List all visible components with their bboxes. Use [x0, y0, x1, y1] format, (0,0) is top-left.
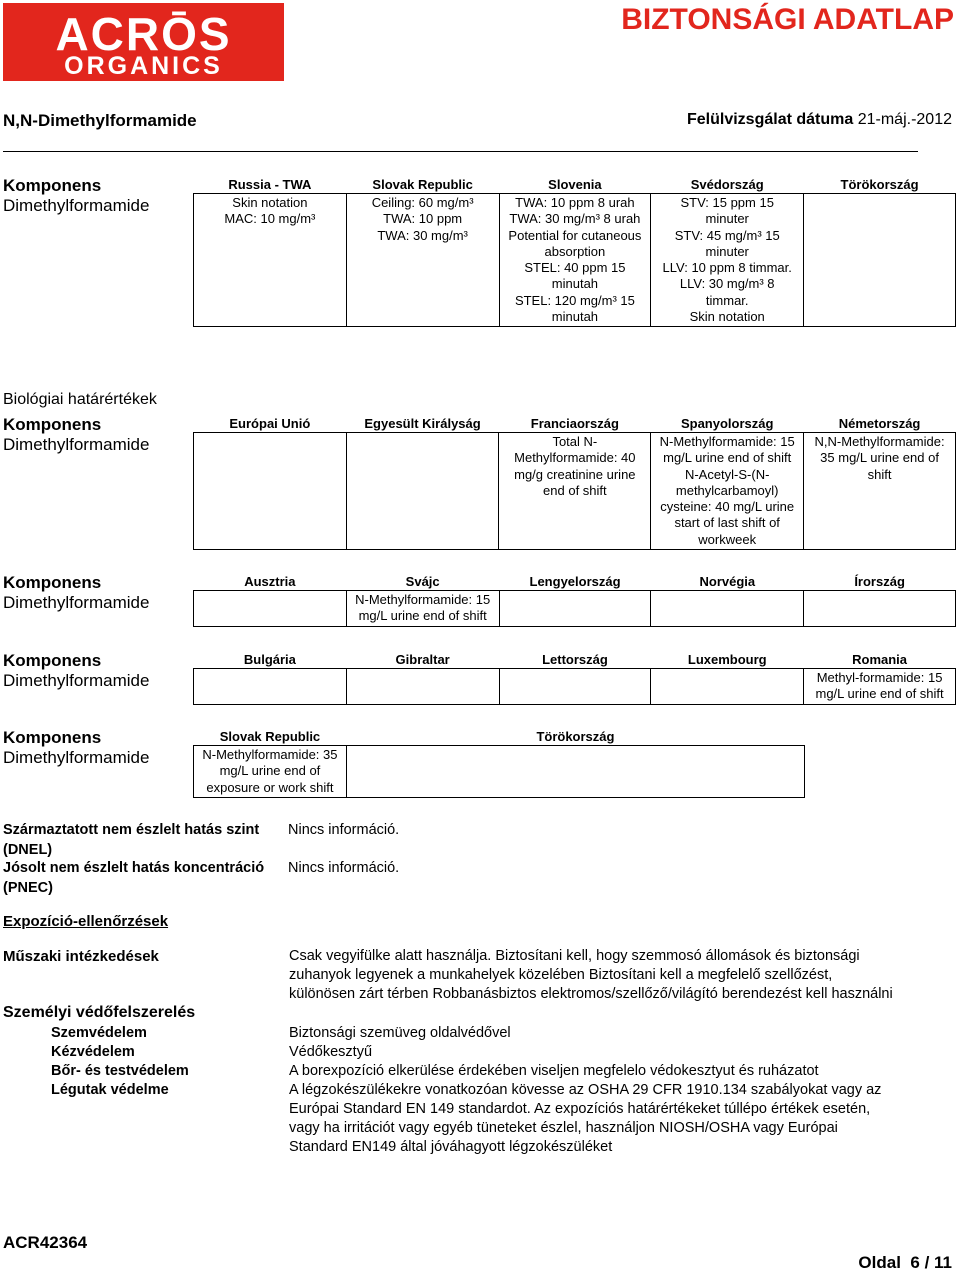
- ppe-values: [289, 1024, 959, 1157]
- table-row: [194, 669, 956, 705]
- page-value: 6 / 11: [910, 1253, 952, 1272]
- component-block-1: [3, 176, 149, 216]
- table-cell: [346, 433, 499, 550]
- exposure-controls-title: Expozíció-ellenőrzések: [3, 913, 169, 930]
- revision-value: 21-máj.-2012: [857, 111, 952, 128]
- cell-line: TWA: 30 mg/m³ 8 urah: [509, 211, 641, 227]
- column-header: Egyesült Királyság: [364, 415, 481, 431]
- cell-line: Skin notation: [232, 195, 308, 210]
- cell-line: exposure or work shift: [206, 779, 334, 795]
- cell-line: STEL: 120 mg/m³ 15: [514, 292, 635, 308]
- technical-measures-label: Műszaki intézkedések: [3, 948, 159, 965]
- table-header-row: [194, 727, 805, 746]
- table-cell: [194, 591, 347, 627]
- cell-line: minutah: [551, 309, 599, 325]
- column-header: Törökország: [536, 728, 615, 744]
- table-row: [194, 591, 956, 627]
- cell-line: start of last shift of: [674, 515, 780, 531]
- cell-line: mg/L urine end of: [219, 763, 321, 779]
- column-header: Slovak Republic: [219, 728, 321, 744]
- dnel-row: [3, 821, 400, 860]
- column-header: Russia - TWA: [228, 176, 312, 192]
- table-row: [194, 194, 956, 327]
- table-cell: [346, 591, 499, 627]
- bio-table-1: [193, 414, 956, 550]
- cell-line: minuter: [705, 211, 749, 227]
- respiratory-protection-line: A légzokészülékekre vonatkozóan kövesse az OSHA 29 CFR 1910.134 szabályokat vagy az: [289, 1082, 882, 1098]
- component-block-3: [3, 573, 149, 613]
- table-cell: [804, 194, 956, 327]
- table-cell: [804, 669, 956, 705]
- component-block-5: [3, 728, 149, 768]
- cell-line: Potential for cutaneous: [508, 227, 642, 243]
- hand-protection-label: Kézvédelem: [51, 1044, 135, 1060]
- component-name: Dimethylformamide: [3, 671, 150, 690]
- column-header: Lengyelország: [529, 573, 621, 589]
- product-code: ACR42364: [3, 1233, 88, 1252]
- column-header: Németország: [838, 415, 921, 431]
- document-title: BIZTONSÁGI ADATLAP: [621, 3, 954, 36]
- revision-date: [687, 111, 952, 129]
- cell-line: TWA: 30 mg/m³: [377, 227, 468, 243]
- column-header: Lettország: [542, 651, 608, 667]
- cell-line: 35 mg/L urine end of: [820, 450, 939, 466]
- product-name: N,N-Dimethylformamide: [3, 111, 197, 130]
- cell-line: N,N-Methylformamide:: [814, 434, 945, 449]
- ppe-title: Személyi védőfelszerelés: [3, 1004, 196, 1021]
- eye-protection-label: Szemvédelem: [51, 1025, 147, 1041]
- page-number: [858, 1253, 952, 1273]
- skin-protection-value: A borexpozíció elkerülése érdekében viseljen megfelelo védokesztyut és ruházatot: [289, 1063, 819, 1079]
- column-header: Luxembourg: [687, 651, 767, 667]
- component-block-2: [3, 415, 149, 455]
- cell-line: Ceiling: 60 mg/m³: [371, 195, 474, 210]
- table-header-row: [194, 650, 956, 669]
- cell-line: timmar.: [705, 292, 749, 308]
- technical-measures-text: [289, 947, 959, 1004]
- table-cell: [499, 591, 651, 627]
- column-header: Törökország: [840, 176, 919, 192]
- component-name: Dimethylformamide: [3, 593, 150, 612]
- table-cell: [651, 194, 804, 327]
- table-cell: [346, 746, 804, 798]
- table-cell: [651, 433, 804, 550]
- cell-line: N-Methylformamide: 15: [659, 434, 795, 449]
- bio-limits-title: Biológiai határértékek: [3, 391, 157, 408]
- component-label: Komponens: [3, 728, 102, 747]
- table-cell: [194, 669, 347, 705]
- pnec-label-abbr: (PNEC): [3, 879, 53, 896]
- component-block-4: [3, 651, 149, 691]
- pnec-row: [3, 859, 400, 898]
- table-cell: [194, 746, 347, 798]
- respiratory-protection-label: Légutak védelme: [51, 1082, 169, 1098]
- cell-line: LLV: 30 mg/m³ 8: [679, 276, 775, 292]
- cell-line: Methyl-formamide: 15: [816, 670, 943, 685]
- cell-line: minuter: [705, 243, 749, 259]
- cell-line: Methylformamide: 40: [514, 450, 636, 466]
- cell-line: workweek: [698, 531, 757, 547]
- cell-line: STEL: 40 ppm 15: [524, 260, 626, 276]
- logo-text-line1: ACRŌS: [55, 8, 232, 60]
- pnec-label: Jósolt nem észlelt hatás koncentráció: [3, 860, 265, 876]
- column-header: Slovak Republic: [372, 176, 473, 192]
- respiratory-protection-line: Európai Standard EN 149 standardot. Az expozíciós határértékeket túllépo értékek esetén,: [289, 1101, 871, 1117]
- bio-table-4: [193, 727, 805, 798]
- acros-organics-logo: [3, 3, 284, 81]
- table-cell: [651, 669, 804, 705]
- bio-table-3: [193, 650, 956, 705]
- table-cell: [651, 591, 804, 627]
- bio-table-2: [193, 572, 956, 627]
- text-line: zuhanyok legyenek a munkahelyek közelében Biztosítani kell a megfelelő szellőzést,: [289, 967, 833, 983]
- component-label: Komponens: [3, 176, 102, 195]
- cell-line: N-Methylformamide: 15: [355, 592, 491, 607]
- cell-line: mg/g creatinine urine: [514, 466, 636, 482]
- table-row: [194, 746, 805, 798]
- ppe-labels: [51, 1024, 189, 1100]
- table-cell: [346, 669, 499, 705]
- column-header: Spanyolország: [680, 415, 774, 431]
- column-header: Svédország: [690, 176, 764, 192]
- eye-protection-value: Biztonsági szemüveg oldalvédővel: [289, 1025, 511, 1041]
- logo-text-line2: ORGANICS: [64, 52, 223, 80]
- text-line: különösen zárt térben Robbanásbiztos elektromos/szellőző/világító berendezést kell használni: [289, 986, 893, 1002]
- page-label: Oldal: [858, 1253, 901, 1272]
- respiratory-protection-line: vagy ha irritációt vagy egyéb tüneteket észlel, használjon NIOSH/OSHA vagy Európai: [289, 1120, 838, 1136]
- hand-protection-value: Védőkesztyű: [289, 1044, 373, 1060]
- table-cell: [499, 669, 651, 705]
- table-header-row: [194, 175, 956, 194]
- cell-line: TWA: 10 ppm 8 urah: [515, 195, 635, 210]
- table-cell: [194, 194, 347, 327]
- component-name: Dimethylformamide: [3, 435, 150, 454]
- cell-line: shift: [867, 466, 892, 482]
- column-header: Franciaország: [530, 415, 619, 431]
- text-line: Csak vegyifülke alatt használja. Biztosítani kell, hogy szemmosó állomások és biztonsági: [289, 948, 860, 964]
- skin-protection-label: Bőr- és testvédelem: [51, 1063, 189, 1079]
- cell-line: mg/L urine end of shift: [663, 450, 792, 466]
- dnel-label-abbr: (DNEL): [3, 841, 53, 858]
- column-header: Bulgária: [243, 651, 296, 667]
- table-header-row: [194, 572, 956, 591]
- respiratory-protection-line: Standard EN149 által jóváhagyott légzokészüléket: [289, 1139, 613, 1155]
- table-cell: [194, 433, 347, 550]
- component-name: Dimethylformamide: [3, 748, 150, 767]
- column-header: Slovenia: [548, 176, 602, 192]
- component-label: Komponens: [3, 573, 102, 592]
- cell-line: end of shift: [543, 482, 607, 498]
- column-header: Svájc: [405, 573, 440, 589]
- column-header: Norvégia: [699, 573, 756, 589]
- table-row: [194, 433, 956, 550]
- oel-table-1: [193, 175, 956, 327]
- column-header: Ausztria: [244, 573, 296, 589]
- component-label: Komponens: [3, 415, 102, 434]
- cell-line: TWA: 10 ppm: [383, 211, 463, 227]
- table-cell: [804, 591, 956, 627]
- header-divider: [3, 151, 918, 152]
- component-label: Komponens: [3, 651, 102, 670]
- cell-line: cysteine: 40 mg/L urine: [660, 499, 795, 515]
- cell-line: absorption: [544, 243, 606, 259]
- cell-line: N-Acetyl-S-(N-: [684, 466, 770, 482]
- column-header: Romania: [852, 651, 908, 667]
- cell-line: methylcarbamoyl): [675, 482, 779, 498]
- table-header-row: [194, 414, 956, 433]
- dnel-label: Származtatott nem észlelt hatás szint: [3, 822, 260, 838]
- cell-line: mg/L urine end of shift: [815, 686, 944, 702]
- table-cell: [804, 433, 956, 550]
- cell-line: STV: 15 ppm 15: [680, 195, 774, 210]
- pnec-value: Nincs információ.: [288, 860, 400, 876]
- cell-line: MAC: 10 mg/m³: [224, 211, 316, 227]
- column-header: Írország: [854, 573, 905, 589]
- table-cell: [499, 194, 651, 327]
- column-header: Európai Unió: [229, 415, 311, 431]
- cell-line: Skin notation: [689, 309, 765, 325]
- cell-line: N-Methylformamide: 35: [202, 747, 338, 762]
- table-cell: [499, 433, 651, 550]
- revision-label: Felülvizsgálat dátuma: [687, 111, 854, 128]
- component-name: Dimethylformamide: [3, 196, 150, 215]
- cell-line: STV: 45 mg/m³ 15: [674, 227, 780, 243]
- dnel-value: Nincs információ.: [288, 822, 400, 838]
- cell-line: Total N-: [552, 434, 598, 449]
- cell-line: minutah: [551, 276, 599, 292]
- cell-line: mg/L urine end of shift: [358, 608, 487, 624]
- table-cell: [346, 194, 499, 327]
- cell-line: LLV: 10 ppm 8 timmar.: [662, 260, 792, 276]
- column-header: Gibraltar: [395, 651, 450, 667]
